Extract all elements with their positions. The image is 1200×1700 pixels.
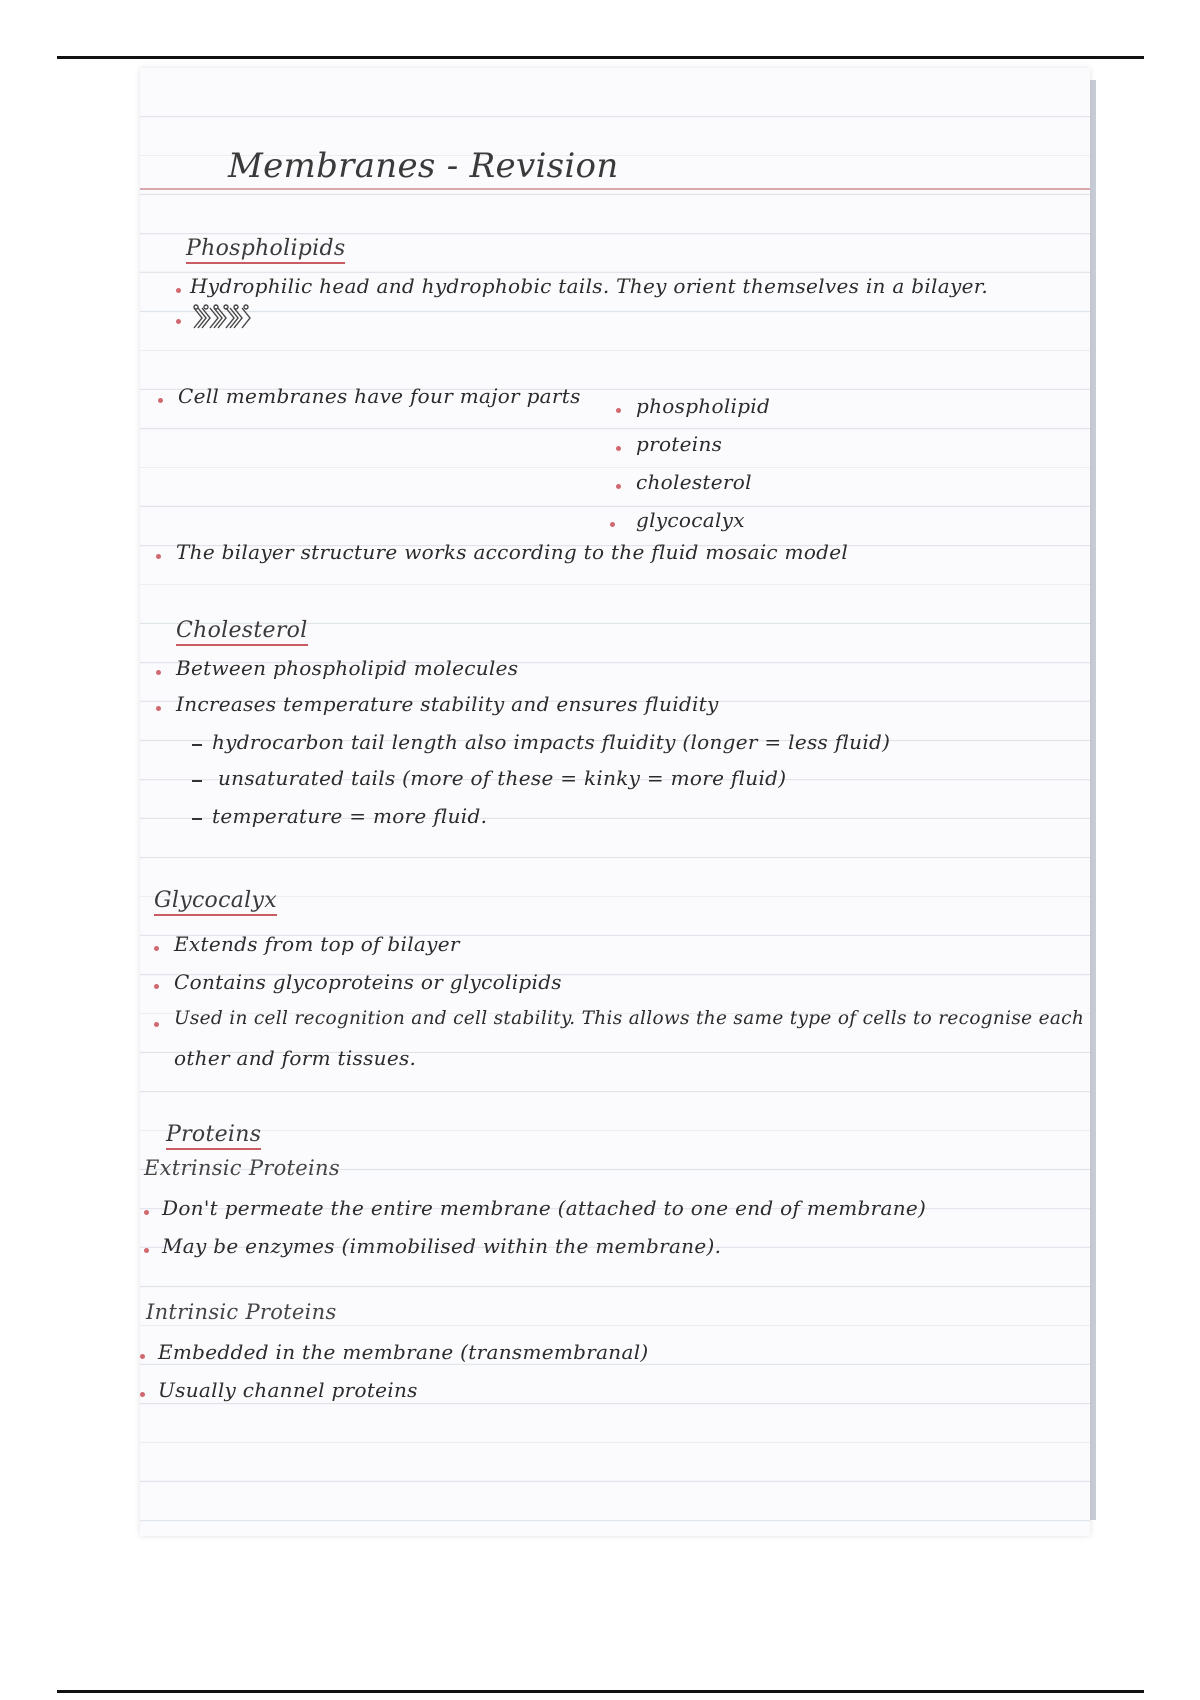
cholesterol-heading: Cholesterol: [176, 618, 308, 646]
bullet: [144, 1210, 149, 1215]
bullet: [616, 408, 621, 413]
glycocalyx-line-4: other and form tissues.: [174, 1046, 417, 1070]
glycocalyx-line-3: Used in cell recognition and cell stability. This allows the same type of cells to recognise each: [174, 1008, 1085, 1029]
bullet: [140, 1354, 145, 1359]
bullet: [156, 554, 161, 559]
bullet: [144, 1248, 149, 1253]
page-top-rule: [57, 56, 1144, 59]
bullet: [616, 484, 621, 489]
page-bottom-rule: [57, 1690, 1144, 1693]
bullet: [154, 984, 159, 989]
intrinsic-line-2: Usually channel proteins: [158, 1378, 418, 1402]
phospholipid-bilayer-icon: [192, 304, 262, 332]
cholesterol-subline-1: hydrocarbon tail length also impacts fluidity (longer = less fluid): [212, 730, 891, 754]
bullet: [158, 398, 163, 403]
cholesterol-subline-2: unsaturated tails (more of these = kinky = more fluid): [218, 766, 787, 790]
bullet: [156, 706, 161, 711]
part-phospholipid: phospholipid: [636, 394, 771, 418]
dash: [192, 818, 202, 820]
part-cholesterol: cholesterol: [636, 470, 752, 494]
part-glycocalyx: glycocalyx: [636, 508, 745, 532]
glycocalyx-line-1: Extends from top of bilayer: [174, 932, 460, 956]
bullet: [154, 1022, 159, 1027]
intrinsic-line-1: Embedded in the membrane (transmembranal): [158, 1340, 649, 1364]
phospholipids-line-1: Hydrophilic head and hydrophobic tails. They orient themselves in a bilayer.: [190, 274, 989, 298]
notebook-page: [140, 68, 1090, 1536]
glycocalyx-heading: Glycocalyx: [154, 888, 277, 916]
bullet: [176, 288, 181, 293]
fluid-mosaic-line: The bilayer structure works according to the fluid mosaic model: [176, 540, 849, 564]
dash: [192, 780, 202, 782]
bullet: [140, 1392, 145, 1397]
bullet: [156, 670, 161, 675]
proteins-heading: Proteins: [166, 1122, 261, 1150]
paper-edge: [1090, 80, 1096, 1520]
extrinsic-subheading: Extrinsic Proteins: [144, 1156, 340, 1180]
intrinsic-subheading: Intrinsic Proteins: [146, 1300, 337, 1324]
cholesterol-subline-3: temperature = more fluid.: [212, 804, 488, 828]
bullet: [176, 319, 181, 324]
cholesterol-line-1: Between phospholipid molecules: [176, 656, 519, 680]
bullet: [154, 946, 159, 951]
dash: [192, 744, 202, 746]
part-proteins: proteins: [636, 432, 723, 456]
cell-membrane-intro: Cell membranes have four major parts: [178, 384, 581, 408]
title-rule: [140, 188, 1090, 190]
extrinsic-line-1: Don't permeate the entire membrane (attached to one end of membrane): [162, 1196, 927, 1220]
glycocalyx-line-2: Contains glycoproteins or glycolipids: [174, 970, 562, 994]
extrinsic-line-2: May be enzymes (immobilised within the membrane).: [162, 1234, 722, 1258]
bullet: [616, 446, 621, 451]
page-title: Membranes - Revision: [228, 146, 619, 186]
cholesterol-line-2: Increases temperature stability and ensures fluidity: [176, 692, 719, 716]
phospholipids-heading: Phospholipids: [186, 236, 345, 264]
bullet: [610, 522, 615, 527]
